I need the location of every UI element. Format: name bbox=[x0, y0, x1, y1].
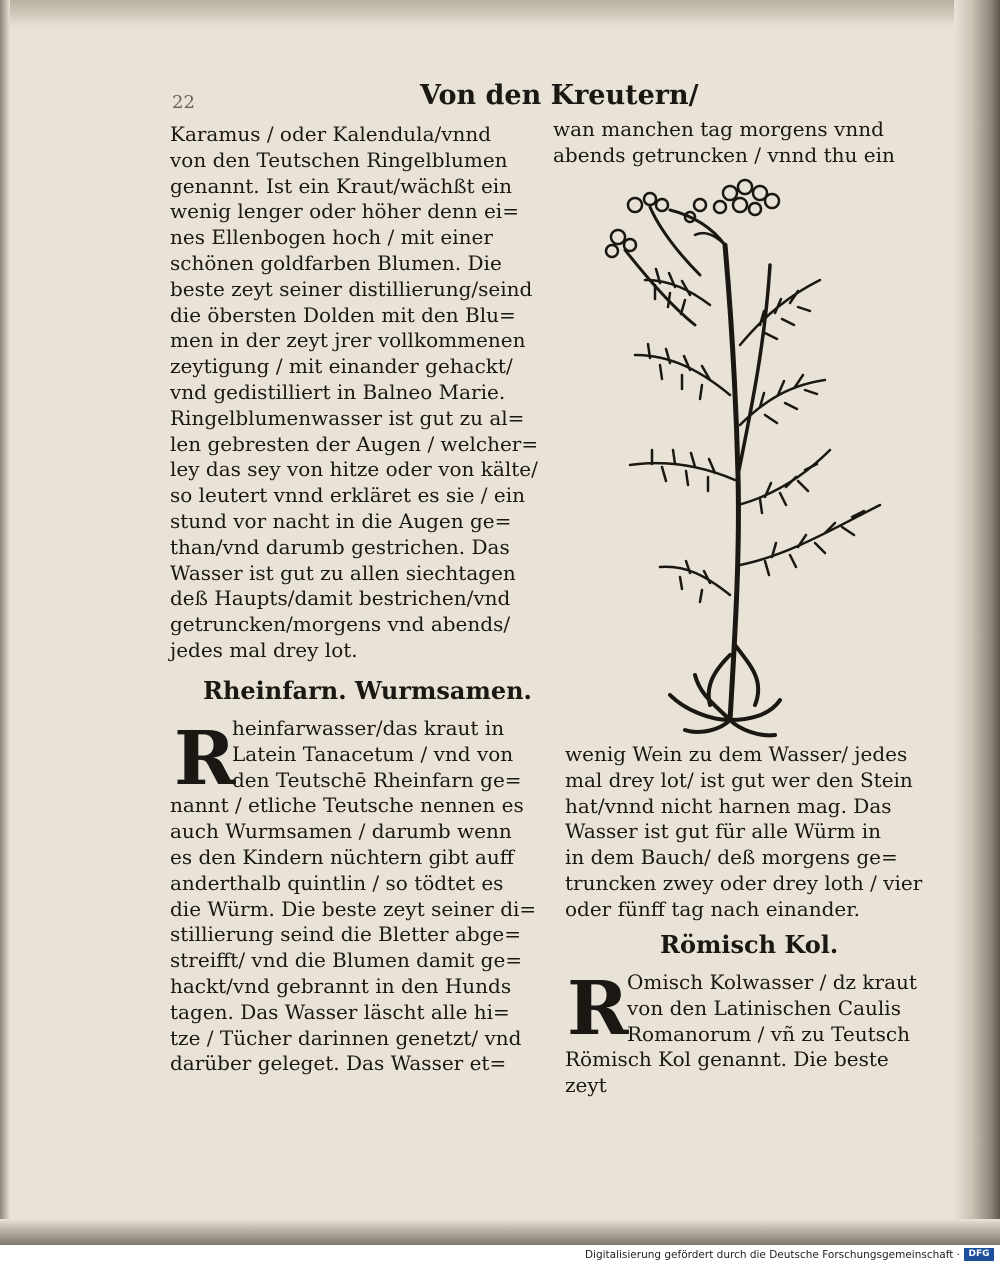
right-column-top-text bbox=[553, 117, 913, 169]
text-line: ley das sey von hitze oder von kälte/ bbox=[170, 457, 538, 482]
text-line: jedes mal drey lot. bbox=[170, 637, 358, 662]
text-line: die Würm. Die beste zeyt seiner di= bbox=[170, 896, 537, 921]
text-line: vnd gedistilliert in Balneo Marie. bbox=[170, 379, 506, 404]
romisch-kol-text bbox=[565, 966, 935, 1099]
page-right-edge bbox=[954, 0, 1000, 1245]
text-line: Ringelblumenwasser ist gut zu al= bbox=[170, 405, 525, 430]
text-line: Omisch Kolwasser / dz kraut bbox=[627, 970, 917, 994]
page-left-shadow bbox=[0, 0, 10, 1245]
drop-cap-initial: R bbox=[174, 716, 236, 802]
text-line: hackt/vnd gebrannt in den Hunds bbox=[170, 973, 512, 998]
text-line: darüber geleget. Das Wasser et= bbox=[170, 1051, 507, 1076]
text-line: nannt / etliche Teutsche nennen es bbox=[170, 793, 524, 818]
text-line: stillierung seind die Bletter abge= bbox=[170, 922, 522, 947]
text-line: wenig lenger oder höher denn ei= bbox=[170, 199, 519, 224]
text-line: heinfarwasser/das kraut in bbox=[232, 716, 505, 740]
digitization-credit-bar bbox=[0, 1245, 1000, 1265]
text-line: es den Kindern nüchtern gibt auff bbox=[170, 844, 514, 869]
text-line: beste zeyt seiner distillierung/seind bbox=[170, 276, 533, 301]
section-heading-romisch-kol: Römisch Kol. bbox=[660, 930, 839, 959]
text-line: Römisch Kol genannt. Die beste bbox=[565, 1047, 889, 1072]
text-line: deß Haupts/damit bestrichen/vnd bbox=[170, 586, 511, 611]
text-line: tagen. Das Wasser läscht alle hi= bbox=[170, 999, 510, 1024]
text-line: mal drey lot/ ist gut wer den Stein bbox=[565, 767, 913, 792]
rheinfarn-text bbox=[170, 716, 545, 1077]
text-line: genannt. Ist ein Kraut/wächßt ein bbox=[170, 173, 513, 198]
text-line: Wasser ist gut für alle Würm in bbox=[565, 819, 882, 844]
text-line: anderthalb quintlin / so tödtet es bbox=[170, 870, 504, 895]
text-line: wenig Wein zu dem Wasser/ jedes bbox=[565, 742, 908, 766]
text-line: nes Ellenbogen hoch / mit einer bbox=[170, 225, 493, 250]
drop-cap-initial: R bbox=[567, 966, 629, 1052]
text-line: Romanorum / vñ zu Teutsch bbox=[627, 1021, 910, 1046]
page-top-shadow bbox=[0, 0, 1000, 28]
text-line: getruncken/morgens vnd abends/ bbox=[170, 612, 511, 637]
text-line: von den Teutschen Ringelblumen bbox=[170, 147, 508, 172]
text-line: in dem Bauch/ deß morgens ge= bbox=[565, 845, 898, 870]
section-heading-rheinfarn: Rheinfarn. Wurmsamen. bbox=[203, 676, 532, 705]
text-line: die öbersten Dolden mit den Blu= bbox=[170, 302, 516, 327]
left-column-text bbox=[170, 122, 542, 664]
text-line: wan manchen tag morgens vnnd bbox=[553, 117, 884, 141]
footer-credit-text: Digitalisierung gefördert durch die Deutsche Forschungsgemeinschaft · bbox=[584, 1249, 960, 1261]
text-line: Latein Tanacetum / vnd von bbox=[232, 741, 514, 766]
right-column-bottom-text bbox=[565, 742, 935, 923]
text-line: abends getruncken / vnnd thu ein bbox=[553, 142, 895, 167]
text-line: streifft/ vnd die Blumen damit ge= bbox=[170, 948, 523, 973]
text-line: auch Wurmsamen / darumb wenn bbox=[170, 819, 512, 844]
text-line: Karamus / oder Kalendula/vnnd bbox=[170, 122, 492, 146]
page-number-mark: 22 bbox=[172, 92, 195, 113]
text-line: schönen goldfarben Blumen. Die bbox=[170, 250, 502, 275]
text-line: von den Latinischen Caulis bbox=[627, 995, 901, 1020]
text-line: oder fünff tag nach einander. bbox=[565, 896, 860, 921]
text-line: hat/vnnd nicht harnen mag. Das bbox=[565, 793, 892, 818]
text-line: len gebresten der Augen / welcher= bbox=[170, 431, 539, 456]
text-line: so leutert vnnd erkläret es sie / ein bbox=[170, 483, 525, 508]
dfg-logo: DFG bbox=[964, 1248, 994, 1261]
page-bottom-edge bbox=[0, 1219, 1000, 1245]
text-line: tze / Tücher darinnen genetzt/ vnd bbox=[170, 1025, 522, 1050]
text-line: zeyt bbox=[565, 1073, 607, 1098]
text-line: than/vnd darumb gestrichen. Das bbox=[170, 534, 510, 559]
text-line: den Teutschē Rheinfarn ge= bbox=[232, 767, 522, 792]
text-line: stund vor nacht in die Augen ge= bbox=[170, 508, 512, 533]
text-line: truncken zwey oder drey loth / vier bbox=[565, 870, 923, 895]
text-line: zeytigung / mit einander gehackt/ bbox=[170, 354, 513, 379]
running-head: Von den Kreutern/ bbox=[420, 80, 699, 111]
text-line: Wasser ist gut zu allen siechtagen bbox=[170, 560, 516, 585]
tansy-plant-woodcut-illustration bbox=[590, 175, 910, 745]
text-line: men in der zeyt jrer vollkommenen bbox=[170, 328, 526, 353]
